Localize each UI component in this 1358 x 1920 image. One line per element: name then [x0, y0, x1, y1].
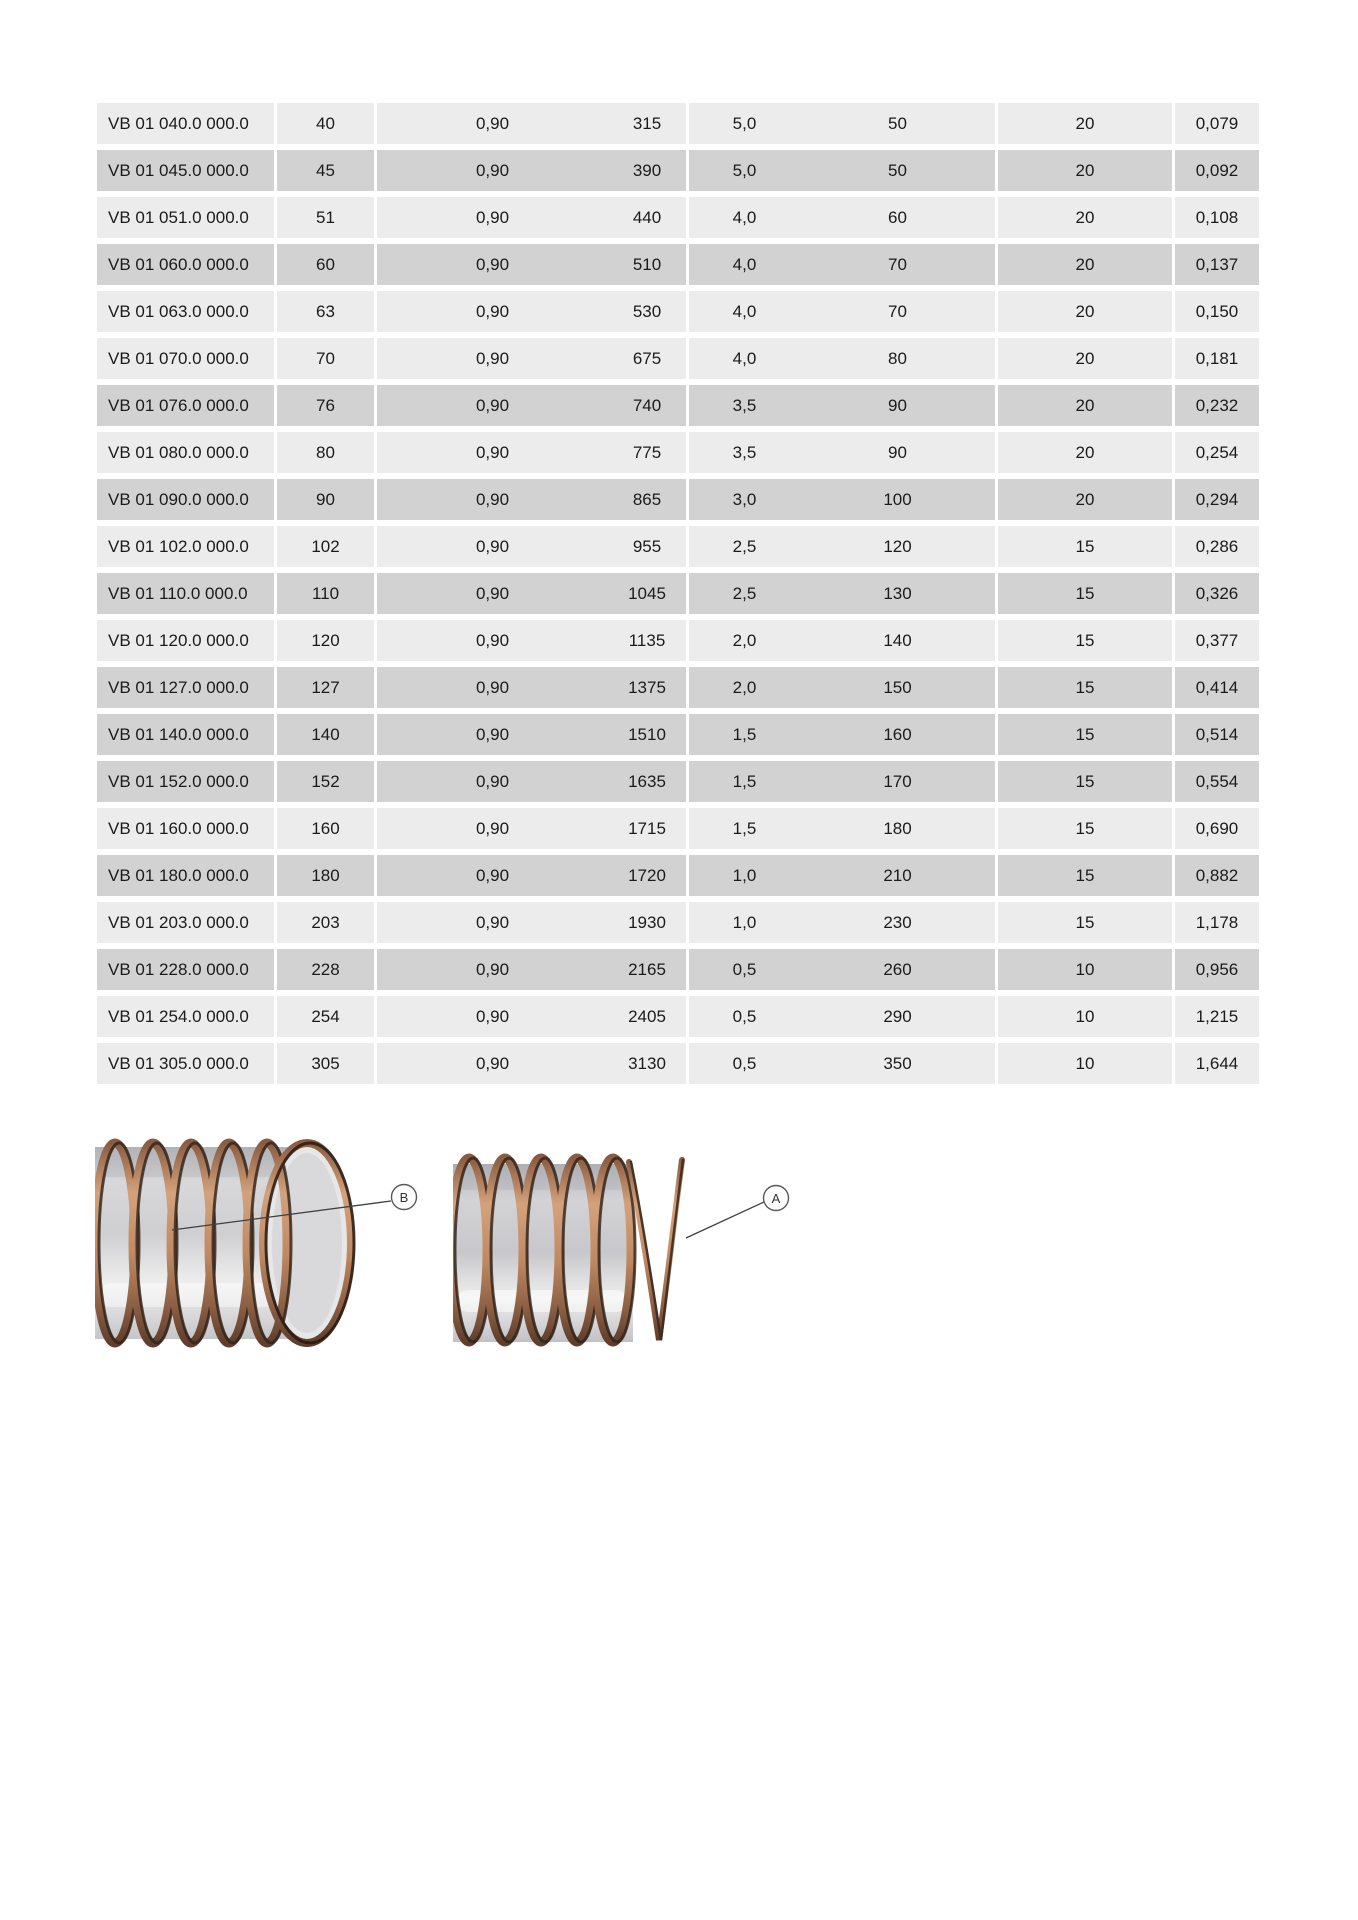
table-row	[97, 150, 1259, 191]
cell-article-code: VB 01 045.0 000.0	[97, 150, 274, 191]
cell-delivery-length: 15	[998, 667, 1172, 708]
table-row	[97, 338, 1259, 379]
cell-inner-diameter: 80	[277, 432, 374, 473]
cell-wall-thickness: 0,90	[377, 573, 608, 614]
table-row	[97, 103, 1259, 144]
cell-bend-radius: 230	[800, 902, 995, 943]
cell-vacuum: 1,0	[689, 902, 800, 943]
cell-price: 0,181	[1175, 338, 1259, 379]
cell-weight: 1930	[608, 902, 686, 943]
cell-vacuum: 5,0	[689, 103, 800, 144]
hose-left-graphic	[95, 1143, 354, 1343]
cell-weight: 2165	[608, 949, 686, 990]
cell-bend-radius: 50	[800, 103, 995, 144]
cell-vacuum: 5,0	[689, 150, 800, 191]
cell-weight: 775	[608, 432, 686, 473]
cell-article-code: VB 01 203.0 000.0	[97, 902, 274, 943]
cell-weight: 390	[608, 150, 686, 191]
table-row	[97, 244, 1259, 285]
cell-delivery-length: 15	[998, 714, 1172, 755]
table-row	[97, 808, 1259, 849]
cell-inner-diameter: 102	[277, 526, 374, 567]
cell-bend-radius: 70	[800, 244, 995, 285]
table-row	[97, 291, 1259, 332]
cell-price: 0,254	[1175, 432, 1259, 473]
cell-vacuum: 2,5	[689, 573, 800, 614]
cell-article-code: VB 01 120.0 000.0	[97, 620, 274, 661]
cell-wall-thickness: 0,90	[377, 244, 608, 285]
table-row	[97, 667, 1259, 708]
cell-price: 0,377	[1175, 620, 1259, 661]
cell-bend-radius: 90	[800, 385, 995, 426]
cell-price: 0,414	[1175, 667, 1259, 708]
cell-wall-thickness: 0,90	[377, 432, 608, 473]
cell-vacuum: 3,0	[689, 479, 800, 520]
cell-wall-thickness: 0,90	[377, 338, 608, 379]
table-row	[97, 197, 1259, 238]
cell-inner-diameter: 51	[277, 197, 374, 238]
cell-vacuum: 2,0	[689, 667, 800, 708]
cell-vacuum: 4,0	[689, 338, 800, 379]
cell-price: 1,215	[1175, 996, 1259, 1037]
cell-vacuum: 2,5	[689, 526, 800, 567]
cell-delivery-length: 10	[998, 1043, 1172, 1084]
cell-inner-diameter: 45	[277, 150, 374, 191]
cell-weight: 1045	[608, 573, 686, 614]
cell-inner-diameter: 152	[277, 761, 374, 802]
cell-vacuum: 4,0	[689, 244, 800, 285]
hose-photo-left	[95, 1135, 420, 1352]
cell-vacuum: 4,0	[689, 291, 800, 332]
table-row	[97, 855, 1259, 896]
cell-price: 0,079	[1175, 103, 1259, 144]
cell-inner-diameter: 110	[277, 573, 374, 614]
cell-vacuum: 1,5	[689, 808, 800, 849]
cell-inner-diameter: 180	[277, 855, 374, 896]
cell-delivery-length: 15	[998, 855, 1172, 896]
cell-inner-diameter: 305	[277, 1043, 374, 1084]
cell-price: 0,108	[1175, 197, 1259, 238]
cell-price: 0,956	[1175, 949, 1259, 990]
cell-wall-thickness: 0,90	[377, 1043, 608, 1084]
cell-delivery-length: 20	[998, 244, 1172, 285]
cell-article-code: VB 01 160.0 000.0	[97, 808, 274, 849]
cell-delivery-length: 20	[998, 291, 1172, 332]
table-row	[97, 385, 1259, 426]
cell-article-code: VB 01 076.0 000.0	[97, 385, 274, 426]
cell-delivery-length: 15	[998, 902, 1172, 943]
cell-bend-radius: 150	[800, 667, 995, 708]
cell-inner-diameter: 160	[277, 808, 374, 849]
cell-delivery-length: 20	[998, 385, 1172, 426]
cell-inner-diameter: 90	[277, 479, 374, 520]
cell-weight: 865	[608, 479, 686, 520]
cell-delivery-length: 20	[998, 338, 1172, 379]
cell-inner-diameter: 127	[277, 667, 374, 708]
cell-weight: 1720	[608, 855, 686, 896]
callout-label-a: A	[771, 1191, 781, 1206]
cell-delivery-length: 10	[998, 949, 1172, 990]
cell-price: 0,150	[1175, 291, 1259, 332]
cell-bend-radius: 180	[800, 808, 995, 849]
cell-price: 0,294	[1175, 479, 1259, 520]
cell-wall-thickness: 0,90	[377, 855, 608, 896]
cell-article-code: VB 01 152.0 000.0	[97, 761, 274, 802]
cell-weight: 3130	[608, 1043, 686, 1084]
cell-wall-thickness: 0,90	[377, 949, 608, 990]
cell-weight: 1510	[608, 714, 686, 755]
cell-wall-thickness: 0,90	[377, 197, 608, 238]
cell-bend-radius: 210	[800, 855, 995, 896]
cell-article-code: VB 01 228.0 000.0	[97, 949, 274, 990]
cell-inner-diameter: 70	[277, 338, 374, 379]
cell-bend-radius: 90	[800, 432, 995, 473]
cell-vacuum: 4,0	[689, 197, 800, 238]
cell-article-code: VB 01 102.0 000.0	[97, 526, 274, 567]
cell-weight: 1135	[608, 620, 686, 661]
cell-vacuum: 0,5	[689, 1043, 800, 1084]
table-row	[97, 479, 1259, 520]
cell-article-code: VB 01 140.0 000.0	[97, 714, 274, 755]
cell-vacuum: 1,5	[689, 714, 800, 755]
cell-inner-diameter: 120	[277, 620, 374, 661]
cell-wall-thickness: 0,90	[377, 808, 608, 849]
cell-vacuum: 0,5	[689, 996, 800, 1037]
cell-article-code: VB 01 070.0 000.0	[97, 338, 274, 379]
cell-weight: 675	[608, 338, 686, 379]
table-row	[97, 573, 1259, 614]
cell-wall-thickness: 0,90	[377, 714, 608, 755]
cell-bend-radius: 50	[800, 150, 995, 191]
cell-delivery-length: 15	[998, 526, 1172, 567]
cell-article-code: VB 01 040.0 000.0	[97, 103, 274, 144]
table-row	[97, 432, 1259, 473]
cell-price: 0,232	[1175, 385, 1259, 426]
cell-delivery-length: 15	[998, 573, 1172, 614]
cell-wall-thickness: 0,90	[377, 385, 608, 426]
cell-bend-radius: 350	[800, 1043, 995, 1084]
cell-delivery-length: 20	[998, 103, 1172, 144]
cell-price: 0,690	[1175, 808, 1259, 849]
cell-weight: 2405	[608, 996, 686, 1037]
cell-weight: 440	[608, 197, 686, 238]
cell-article-code: VB 01 254.0 000.0	[97, 996, 274, 1037]
table-row	[97, 526, 1259, 567]
cell-vacuum: 3,5	[689, 432, 800, 473]
table-row	[97, 949, 1259, 990]
cell-wall-thickness: 0,90	[377, 996, 608, 1037]
cell-inner-diameter: 203	[277, 902, 374, 943]
table-row	[97, 996, 1259, 1037]
cell-bend-radius: 120	[800, 526, 995, 567]
cell-wall-thickness: 0,90	[377, 479, 608, 520]
cell-wall-thickness: 0,90	[377, 902, 608, 943]
cell-article-code: VB 01 110.0 000.0	[97, 573, 274, 614]
cell-bend-radius: 140	[800, 620, 995, 661]
cell-vacuum: 0,5	[689, 949, 800, 990]
cell-delivery-length: 15	[998, 620, 1172, 661]
cell-delivery-length: 15	[998, 808, 1172, 849]
cell-inner-diameter: 60	[277, 244, 374, 285]
cell-vacuum: 2,0	[689, 620, 800, 661]
cell-vacuum: 3,5	[689, 385, 800, 426]
cell-article-code: VB 01 080.0 000.0	[97, 432, 274, 473]
table-row	[97, 902, 1259, 943]
cell-delivery-length: 20	[998, 150, 1172, 191]
cell-weight: 1715	[608, 808, 686, 849]
cell-weight: 1375	[608, 667, 686, 708]
cell-inner-diameter: 254	[277, 996, 374, 1037]
cell-wall-thickness: 0,90	[377, 761, 608, 802]
cell-price: 0,286	[1175, 526, 1259, 567]
cell-article-code: VB 01 090.0 000.0	[97, 479, 274, 520]
cell-delivery-length: 20	[998, 479, 1172, 520]
cell-bend-radius: 70	[800, 291, 995, 332]
cell-wall-thickness: 0,90	[377, 103, 608, 144]
table-row	[97, 761, 1259, 802]
cell-bend-radius: 130	[800, 573, 995, 614]
cell-wall-thickness: 0,90	[377, 667, 608, 708]
cell-delivery-length: 15	[998, 761, 1172, 802]
cell-bend-radius: 290	[800, 996, 995, 1037]
cell-article-code: VB 01 180.0 000.0	[97, 855, 274, 896]
cell-price: 0,514	[1175, 714, 1259, 755]
cell-delivery-length: 20	[998, 432, 1172, 473]
cell-article-code: VB 01 063.0 000.0	[97, 291, 274, 332]
cell-price: 1,644	[1175, 1043, 1259, 1084]
cell-bend-radius: 100	[800, 479, 995, 520]
cell-wall-thickness: 0,90	[377, 150, 608, 191]
cell-delivery-length: 10	[998, 996, 1172, 1037]
cell-bend-radius: 160	[800, 714, 995, 755]
callout-line-a	[686, 1202, 764, 1238]
table-row	[97, 1043, 1259, 1084]
product-table	[97, 103, 1259, 1090]
cell-inner-diameter: 63	[277, 291, 374, 332]
table-row	[97, 714, 1259, 755]
cell-article-code: VB 01 051.0 000.0	[97, 197, 274, 238]
cell-wall-thickness: 0,90	[377, 291, 608, 332]
cell-weight: 955	[608, 526, 686, 567]
cell-price: 0,554	[1175, 761, 1259, 802]
cell-price: 0,137	[1175, 244, 1259, 285]
cell-article-code: VB 01 060.0 000.0	[97, 244, 274, 285]
cell-price: 0,326	[1175, 573, 1259, 614]
cell-inner-diameter: 40	[277, 103, 374, 144]
cell-weight: 315	[608, 103, 686, 144]
cell-vacuum: 1,5	[689, 761, 800, 802]
cell-article-code: VB 01 305.0 000.0	[97, 1043, 274, 1084]
cell-weight: 1635	[608, 761, 686, 802]
cell-wall-thickness: 0,90	[377, 620, 608, 661]
cell-delivery-length: 20	[998, 197, 1172, 238]
cell-weight: 740	[608, 385, 686, 426]
cell-vacuum: 1,0	[689, 855, 800, 896]
cell-bend-radius: 80	[800, 338, 995, 379]
callout-label-b: B	[399, 1190, 409, 1205]
cell-price: 1,178	[1175, 902, 1259, 943]
table-row	[97, 620, 1259, 661]
hose-photo-right	[453, 1150, 792, 1352]
cell-price: 0,882	[1175, 855, 1259, 896]
cell-wall-thickness: 0,90	[377, 526, 608, 567]
cell-inner-diameter: 140	[277, 714, 374, 755]
cell-price: 0,092	[1175, 150, 1259, 191]
cell-weight: 510	[608, 244, 686, 285]
hose-right-graphic	[453, 1158, 683, 1342]
cell-article-code: VB 01 127.0 000.0	[97, 667, 274, 708]
cell-inner-diameter: 76	[277, 385, 374, 426]
cell-bend-radius: 60	[800, 197, 995, 238]
cell-bend-radius: 170	[800, 761, 995, 802]
cell-inner-diameter: 228	[277, 949, 374, 990]
cell-weight: 530	[608, 291, 686, 332]
cell-bend-radius: 260	[800, 949, 995, 990]
